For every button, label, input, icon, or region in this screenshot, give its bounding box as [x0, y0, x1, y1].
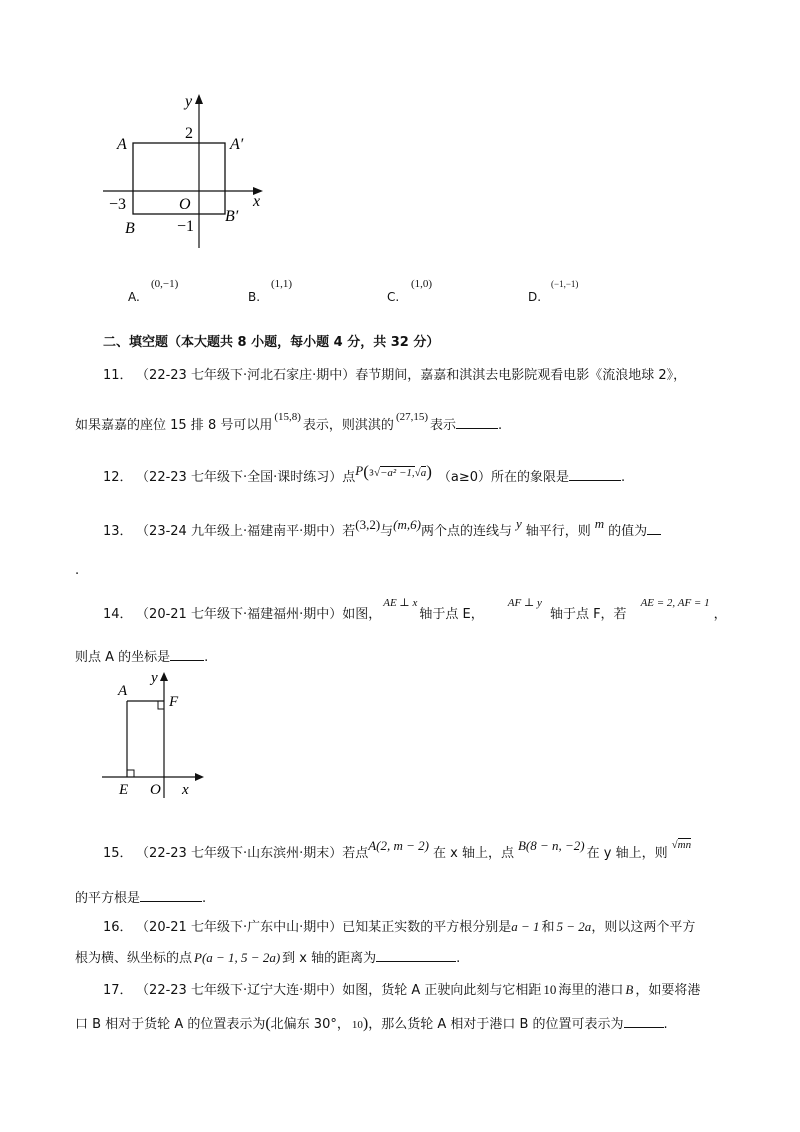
q14-t2: 轴于点 F，若 — [549, 607, 627, 622]
label-A: A — [117, 136, 127, 153]
q13-m: m — [594, 516, 605, 531]
option-d-letter: D. — [528, 290, 542, 304]
q14-t3: ， — [713, 607, 727, 622]
q16-line2-post: 到 x 轴的距离为 — [282, 951, 377, 966]
q12-cuberoot-sign: √ — [373, 467, 380, 479]
q12-radicand: −a² −1, — [380, 467, 415, 479]
right-angle-E — [127, 770, 134, 777]
q11-post: 表示 — [430, 418, 457, 433]
q15-line2 — [75, 887, 206, 906]
q12-end: . — [621, 470, 626, 485]
q15-answer-blank[interactable] — [140, 889, 202, 902]
q17-paren-close: ) — [362, 1015, 369, 1032]
q14-line2 — [75, 646, 208, 665]
q15-line2-text: 的平方根是 — [75, 891, 141, 906]
q14-line1 — [103, 597, 727, 622]
q13-point2: (m,6) — [393, 517, 421, 532]
q16-expr1: a − 1 — [511, 919, 540, 934]
q17-post: ，如要将港 — [635, 983, 701, 998]
q17-ten: 10 — [543, 982, 557, 997]
option-d-value: (−1,−1) — [551, 279, 579, 289]
q13-y: y — [515, 516, 522, 531]
q13-number: 13． — [103, 524, 133, 539]
q14-line2-text: 则点 A 的坐标是 — [75, 650, 171, 665]
q16-post: ，则以这两个平方 — [591, 920, 696, 935]
q17-line2-post: ，那么货轮 A 相对于港口 B 的位置可表示为 — [368, 1017, 624, 1032]
option-a-value: (0,−1) — [151, 278, 179, 290]
q12-cuberoot-index: 3 — [368, 468, 374, 478]
q11-line2 — [75, 411, 503, 433]
label2-O: O — [150, 782, 161, 798]
q13-mid1: 与 — [380, 524, 394, 539]
section-title: 二、填空题（本大题共 8 小题，每小题 4 分，共 32 分） — [103, 335, 440, 350]
q15-point-B: B(8 − n, −2) — [517, 838, 585, 853]
q12-pre: （22-23 七年级下·全国·课时练习）点 — [142, 470, 356, 485]
label2-E: E — [119, 782, 129, 798]
q15-t2: 在 y 轴上，则 — [586, 846, 668, 861]
q15-sqrt-mn: mn — [677, 839, 692, 851]
label-B: B — [125, 220, 135, 237]
q14-cond1: AE ⊥ x — [383, 597, 418, 609]
q13-mid2: 两个点的连线与 — [420, 524, 512, 539]
q16-end: . — [456, 951, 461, 966]
q17-pre: （22-23 七年级下·辽宁大连·期中）如图，货轮 A 正驶向此刻与它相距 — [142, 983, 542, 998]
label-neg1: −1 — [177, 218, 195, 235]
q17-paren-open: ( — [265, 1015, 271, 1032]
q15-number: 15． — [103, 846, 133, 861]
y-axis-arrow — [195, 94, 203, 104]
q12-answer-blank[interactable] — [569, 468, 621, 481]
q12-paren-close: ) — [426, 462, 432, 481]
q13-pre: （23-24 九年级上·福建南平·期中）若 — [142, 524, 356, 539]
q15-point-A: A(2, m − 2) — [368, 838, 429, 853]
q13-line — [103, 516, 661, 539]
q17-bearing: 北偏东 30°， — [270, 1017, 350, 1032]
label-y: y — [185, 93, 193, 110]
option-c-value: (1,0) — [411, 278, 433, 290]
figure-AE-AF-coordinate — [98, 666, 208, 806]
q17-B: B — [625, 982, 634, 997]
q14-answer-blank[interactable] — [170, 648, 204, 661]
q15-sqrt-sign: √ — [671, 839, 678, 851]
q17-line1 — [103, 979, 700, 998]
option-b-letter: B. — [248, 290, 261, 304]
q12-line — [103, 462, 626, 486]
q11-seat-jiajia: (15,8) — [274, 411, 301, 423]
q13-answer-blank[interactable] — [647, 522, 661, 535]
q17-mid: 海里的港口 — [558, 983, 624, 998]
q12-sqrt-a: a — [420, 467, 427, 479]
q11-number: 11． — [103, 368, 133, 383]
label-x: x — [253, 193, 261, 210]
q17-line2 — [75, 1013, 668, 1033]
q16-and: 和 — [541, 920, 555, 935]
q17-line2-pre: 口 B 相对于货轮 A 的位置表示为 — [75, 1017, 266, 1032]
q14-cond2: AF ⊥ y — [507, 597, 542, 609]
q13-point1: (3,2) — [355, 517, 381, 532]
option-b-value: (1,1) — [271, 278, 293, 290]
x-axis-arrow-2 — [195, 773, 204, 781]
q12-point-P: P — [355, 463, 364, 478]
q13-post: 的值为 — [608, 524, 648, 539]
label-B-prime: B′ — [225, 208, 239, 225]
q11-answer-blank[interactable] — [456, 416, 498, 429]
option-a-letter: A. — [128, 290, 140, 304]
q16-expr2: 5 − 2a — [556, 919, 592, 934]
label-neg3: −3 — [109, 196, 127, 213]
q13-mid3: 轴平行，则 — [525, 524, 591, 539]
q16-pre: （20-21 七年级下·广东中山·期中）已知某正实数的平方根分别是 — [142, 920, 512, 935]
q14-pre: （20-21 七年级下·福建福州·期中）如图， — [142, 607, 382, 622]
q12-condition: （a≥0）所在的象限是 — [437, 470, 570, 485]
q12-sqrt-sign: √ — [414, 467, 421, 479]
label2-x: x — [182, 782, 189, 798]
q16-line2 — [75, 947, 460, 966]
label2-A: A — [118, 683, 128, 699]
figure-rectangle-coordinate — [95, 88, 275, 258]
right-angle-F — [158, 701, 164, 709]
q12-number: 12． — [103, 470, 133, 485]
q14-t1: 轴于点 E， — [419, 607, 484, 622]
label-two: 2 — [185, 125, 193, 142]
q15-t1: 在 x 轴上，点 — [433, 846, 514, 861]
q16-answer-blank[interactable] — [376, 949, 456, 962]
q15-line1 — [103, 838, 692, 861]
q16-number: 16． — [103, 920, 133, 935]
label-O: O — [179, 196, 191, 213]
q17-answer-blank[interactable] — [624, 1015, 664, 1028]
q11-mid: 表示，则淇淇的 — [302, 418, 394, 433]
q16-point-P: P(a − 1, 5 − 2a) — [194, 950, 281, 965]
q15-pre: （22-23 七年级下·山东滨州·期末）若点 — [142, 846, 369, 861]
q13-end: . — [75, 563, 80, 578]
q11-seat-qiqi: (27,15) — [395, 411, 429, 423]
label-A-prime: A′ — [230, 136, 244, 153]
q14-cond3: AE = 2, AF = 1 — [640, 597, 710, 609]
q11-pre: 如果嘉嘉的座位 15 排 8 号可以用 — [75, 418, 273, 433]
q17-number: 17． — [103, 983, 133, 998]
q17-ten2: 10 — [351, 1019, 363, 1031]
q11-line1 — [103, 364, 686, 383]
option-c-letter: C. — [387, 290, 400, 304]
q15-end: . — [202, 891, 207, 906]
q16-line2-pre: 根为横、纵坐标的点 — [75, 951, 193, 966]
q12-paren-open: ( — [363, 462, 369, 481]
q16-line1 — [103, 916, 695, 935]
q14-number: 14． — [103, 607, 133, 622]
y-axis-arrow-2 — [160, 672, 168, 681]
q17-end: . — [663, 1017, 668, 1032]
q11-text: （22-23 七年级下·河北石家庄·期中）春节期间，嘉嘉和淇淇去电影院观看电影《流浪地球 2》， — [142, 368, 687, 383]
label2-F: F — [169, 694, 179, 710]
q14-end: . — [204, 650, 209, 665]
q11-end: . — [498, 418, 503, 433]
label2-y: y — [151, 670, 158, 686]
